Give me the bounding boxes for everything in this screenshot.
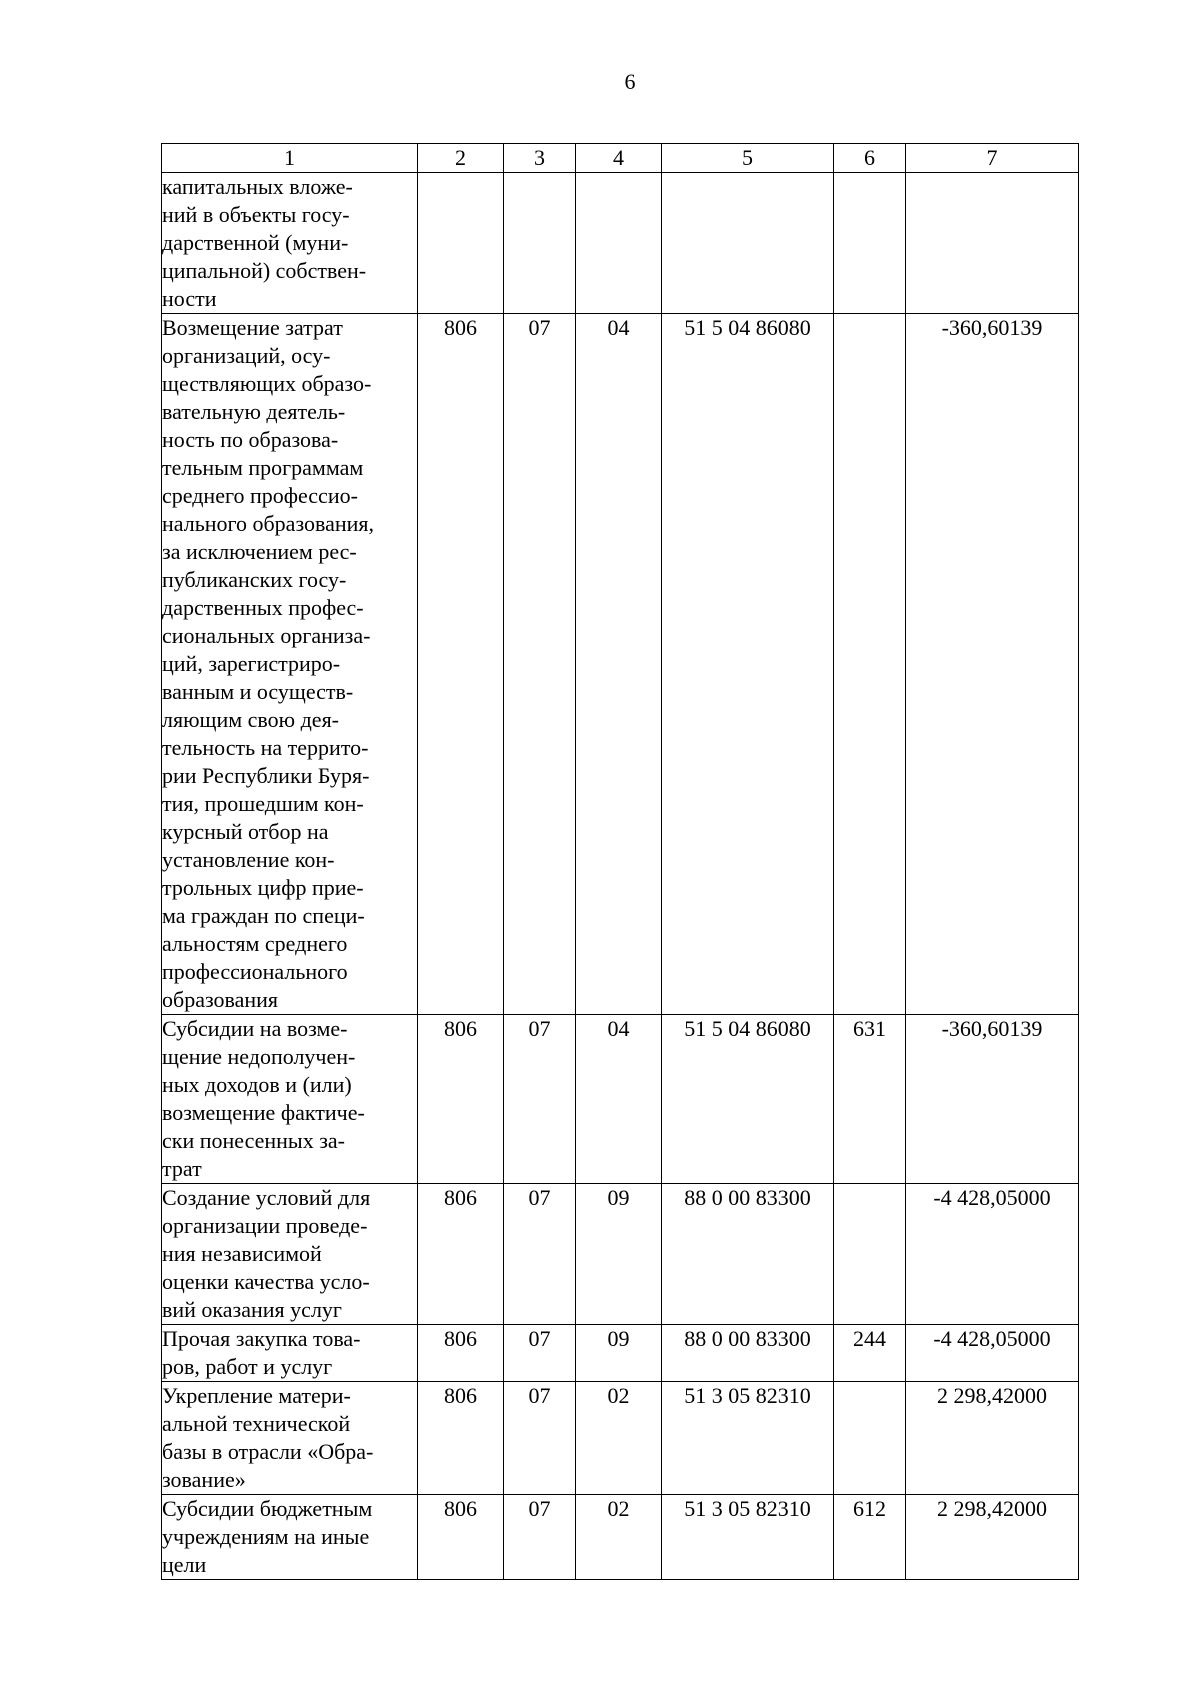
section-cell: 07 <box>504 314 576 1015</box>
table-row <box>162 314 1079 1015</box>
section-cell: 07 <box>504 1184 576 1325</box>
column-header-1: 1 <box>162 144 418 173</box>
subsection-cell: 04 <box>576 314 662 1015</box>
amount-cell: -360,60139 <box>906 314 1079 1015</box>
column-header-6: 6 <box>834 144 906 173</box>
section-cell: 07 <box>504 1382 576 1495</box>
section-cell: 07 <box>504 1015 576 1184</box>
target-article-cell: 51 5 04 86080 <box>662 314 834 1015</box>
column-header-4: 4 <box>576 144 662 173</box>
page-number: 6 <box>624 69 636 94</box>
subsection-cell: 04 <box>576 1015 662 1184</box>
admin-code-cell: 806 <box>418 314 504 1015</box>
column-header-2: 2 <box>418 144 504 173</box>
table-row <box>162 1382 1079 1495</box>
amount-cell: 2 298,42000 <box>906 1382 1079 1495</box>
admin-code-cell: 806 <box>418 1495 504 1580</box>
target-article-cell: 88 0 00 83300 <box>662 1184 834 1325</box>
row-name-cell: Субсидии бюджетным учреждениям на иные цели <box>162 1495 418 1580</box>
expense-type-cell <box>834 314 906 1015</box>
expense-type-cell <box>834 1184 906 1325</box>
subsection-cell <box>576 173 662 314</box>
subsection-cell: 02 <box>576 1382 662 1495</box>
admin-code-cell: 806 <box>418 1015 504 1184</box>
subsection-cell: 09 <box>576 1325 662 1382</box>
amount-cell: -4 428,05000 <box>906 1184 1079 1325</box>
expense-type-cell <box>834 1382 906 1495</box>
subsection-cell: 02 <box>576 1495 662 1580</box>
row-name-cell: Прочая закупка това- ров, работ и услуг <box>162 1325 418 1382</box>
row-name-cell: Укрепление матери- альной технической базы в отрасли «Обра- зование» <box>162 1382 418 1495</box>
table-row <box>162 173 1079 314</box>
expense-type-cell: 244 <box>834 1325 906 1382</box>
table-row <box>162 1184 1079 1325</box>
row-name-cell: Создание условий для организации проведе- ния независимой оценки качества усло- вий оказания услуг <box>162 1184 418 1325</box>
target-article-cell: 51 5 04 86080 <box>662 1015 834 1184</box>
amount-cell: 2 298,42000 <box>906 1495 1079 1580</box>
expense-type-cell: 612 <box>834 1495 906 1580</box>
row-name-cell: капитальных вложе- ний в объекты госу- дарственной (муни- ципальной) собствен- ности <box>162 173 418 314</box>
column-header-5: 5 <box>662 144 834 173</box>
expense-type-cell: 631 <box>834 1015 906 1184</box>
section-cell: 07 <box>504 1325 576 1382</box>
amount-cell <box>906 173 1079 314</box>
admin-code-cell: 806 <box>418 1184 504 1325</box>
expense-type-cell <box>834 173 906 314</box>
section-cell: 07 <box>504 1495 576 1580</box>
table-row <box>162 1495 1079 1580</box>
row-name-cell: Возмещение затрат организаций, осу- ществляющих образо- вательную деятель- ность по образова- тельным программам среднего профессио- нального образования, за исключением рес- публиканских госу- дарственных профес- сиональных организа- ций, зарегистриро- ванным и осуществ- ляющим свою дея- тельность на террито- рии Республики Буря- тия, прошедшим кон- курсный отбор на установление кон- трольных цифр прие- ма граждан по специ- альностям среднего профессионального образования <box>162 314 418 1015</box>
row-name-cell: Субсидии на возме- щение недополучен- ных доходов и (или) возмещение фактиче- ски понесенных за- трат <box>162 1015 418 1184</box>
budget-table <box>161 143 1079 1580</box>
target-article-cell: 51 3 05 82310 <box>662 1495 834 1580</box>
table-row <box>162 1325 1079 1382</box>
target-article-cell: 88 0 00 83300 <box>662 1325 834 1382</box>
table-row <box>162 1015 1079 1184</box>
admin-code-cell: 806 <box>418 1325 504 1382</box>
admin-code-cell: 806 <box>418 1382 504 1495</box>
target-article-cell: 51 3 05 82310 <box>662 1382 834 1495</box>
amount-cell: -4 428,05000 <box>906 1325 1079 1382</box>
subsection-cell: 09 <box>576 1184 662 1325</box>
target-article-cell <box>662 173 834 314</box>
amount-cell: -360,60139 <box>906 1015 1079 1184</box>
admin-code-cell <box>418 173 504 314</box>
column-header-7: 7 <box>906 144 1079 173</box>
table-header-row <box>162 144 1079 173</box>
column-header-3: 3 <box>504 144 576 173</box>
section-cell <box>504 173 576 314</box>
